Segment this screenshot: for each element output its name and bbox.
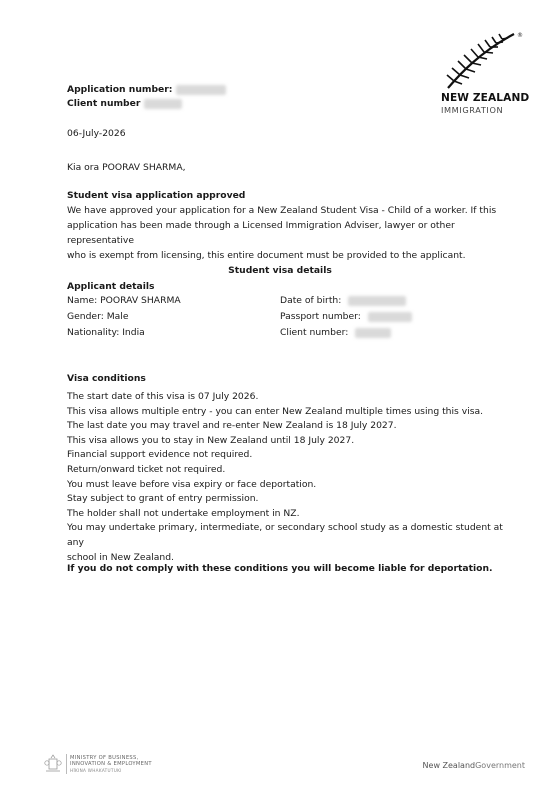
approval-title: Student visa application approved	[67, 190, 246, 201]
redacted-application-number	[176, 85, 226, 95]
condition-item: You must leave before visa expiry or face deportation.	[67, 478, 317, 490]
mbie-line1: MINISTRY OF BUSINESS,	[70, 755, 139, 761]
condition-item: This visa allows multiple entry - you can enter New Zealand multiple times using this visa.	[67, 405, 484, 417]
visa-conditions-title: Visa conditions	[67, 373, 146, 384]
client-number-label: Client number	[67, 98, 141, 109]
client-label: Client number:	[280, 327, 349, 338]
applicant-details-title: Applicant details	[67, 281, 155, 292]
nz-government-wordmark	[423, 761, 525, 770]
application-number-label: Application number:	[67, 84, 173, 95]
silver-fern-icon	[440, 30, 518, 90]
nz-immigration-logo	[432, 30, 528, 120]
condition-item: This visa allows you to stay in New Zealand until 18 July 2027.	[67, 434, 355, 446]
registered-mark: ®	[517, 32, 523, 39]
greeting: Kia ora POORAV SHARMA,	[67, 162, 186, 173]
footer-divider	[66, 754, 67, 774]
deportation-warning: If you do not comply with these conditions you will become liable for deportation.	[67, 563, 493, 574]
condition-item: school in New Zealand.	[67, 551, 174, 563]
condition-item: Financial support evidence not required.	[67, 449, 253, 461]
dob-label: Date of birth:	[280, 295, 342, 306]
coat-of-arms-icon	[44, 754, 62, 774]
condition-item: The holder shall not undertake employment in NZ.	[67, 507, 300, 519]
redacted-client-number	[144, 99, 182, 109]
nzgov-light: Government	[475, 761, 525, 770]
passport-label: Passport number:	[280, 311, 361, 322]
condition-item: The last date you may travel and re-enter New Zealand is 18 July 2027.	[67, 420, 397, 432]
approval-line: who is exempt from licensing, this entire document must be provided to the applicant.	[67, 250, 466, 261]
condition-item: Stay subject to grant of entry permission.	[67, 493, 259, 505]
visa-conditions-list	[67, 390, 507, 565]
letter-date: 06-July-2026	[67, 128, 126, 139]
redacted-passport	[368, 312, 412, 322]
nzgov-bold: New Zealand	[422, 761, 476, 770]
applicant-gender: Gender: Male	[67, 311, 129, 322]
approval-paragraph	[67, 203, 497, 263]
condition-item: Return/onward ticket not required.	[67, 463, 226, 475]
redacted-dob	[348, 296, 406, 306]
applicant-nationality: Nationality: India	[67, 327, 145, 338]
logo-text-immigration: IMMIGRATION	[441, 105, 504, 115]
condition-item: You may undertake primary, intermediate, or secondary school study as a domestic student at any	[67, 522, 503, 548]
footer	[40, 748, 525, 778]
mbie-line2: INNOVATION & EMPLOYMENT	[70, 761, 152, 768]
logo-text-new-zealand: NEW ZEALAND	[441, 92, 530, 104]
applicant-name: Name: POORAV SHARMA	[67, 295, 181, 306]
visa-details-title: Student visa details	[228, 265, 332, 276]
condition-item: The start date of this visa is 07 July 2026.	[67, 391, 259, 402]
client-row	[280, 327, 391, 338]
approval-line: application has been made through a Licensed Immigration Adviser, lawyer or other representative	[67, 220, 455, 246]
mbie-line3: HĪKINA WHAKATUTUKI	[70, 767, 122, 773]
redacted-client	[355, 328, 391, 338]
application-number-row	[67, 84, 226, 95]
dob-row	[280, 295, 406, 306]
mbie-text	[70, 755, 152, 774]
approval-line: We have approved your application for a New Zealand Student Visa - Child of a worker. If this	[67, 205, 497, 216]
passport-row	[280, 311, 412, 322]
client-number-row	[67, 98, 182, 109]
